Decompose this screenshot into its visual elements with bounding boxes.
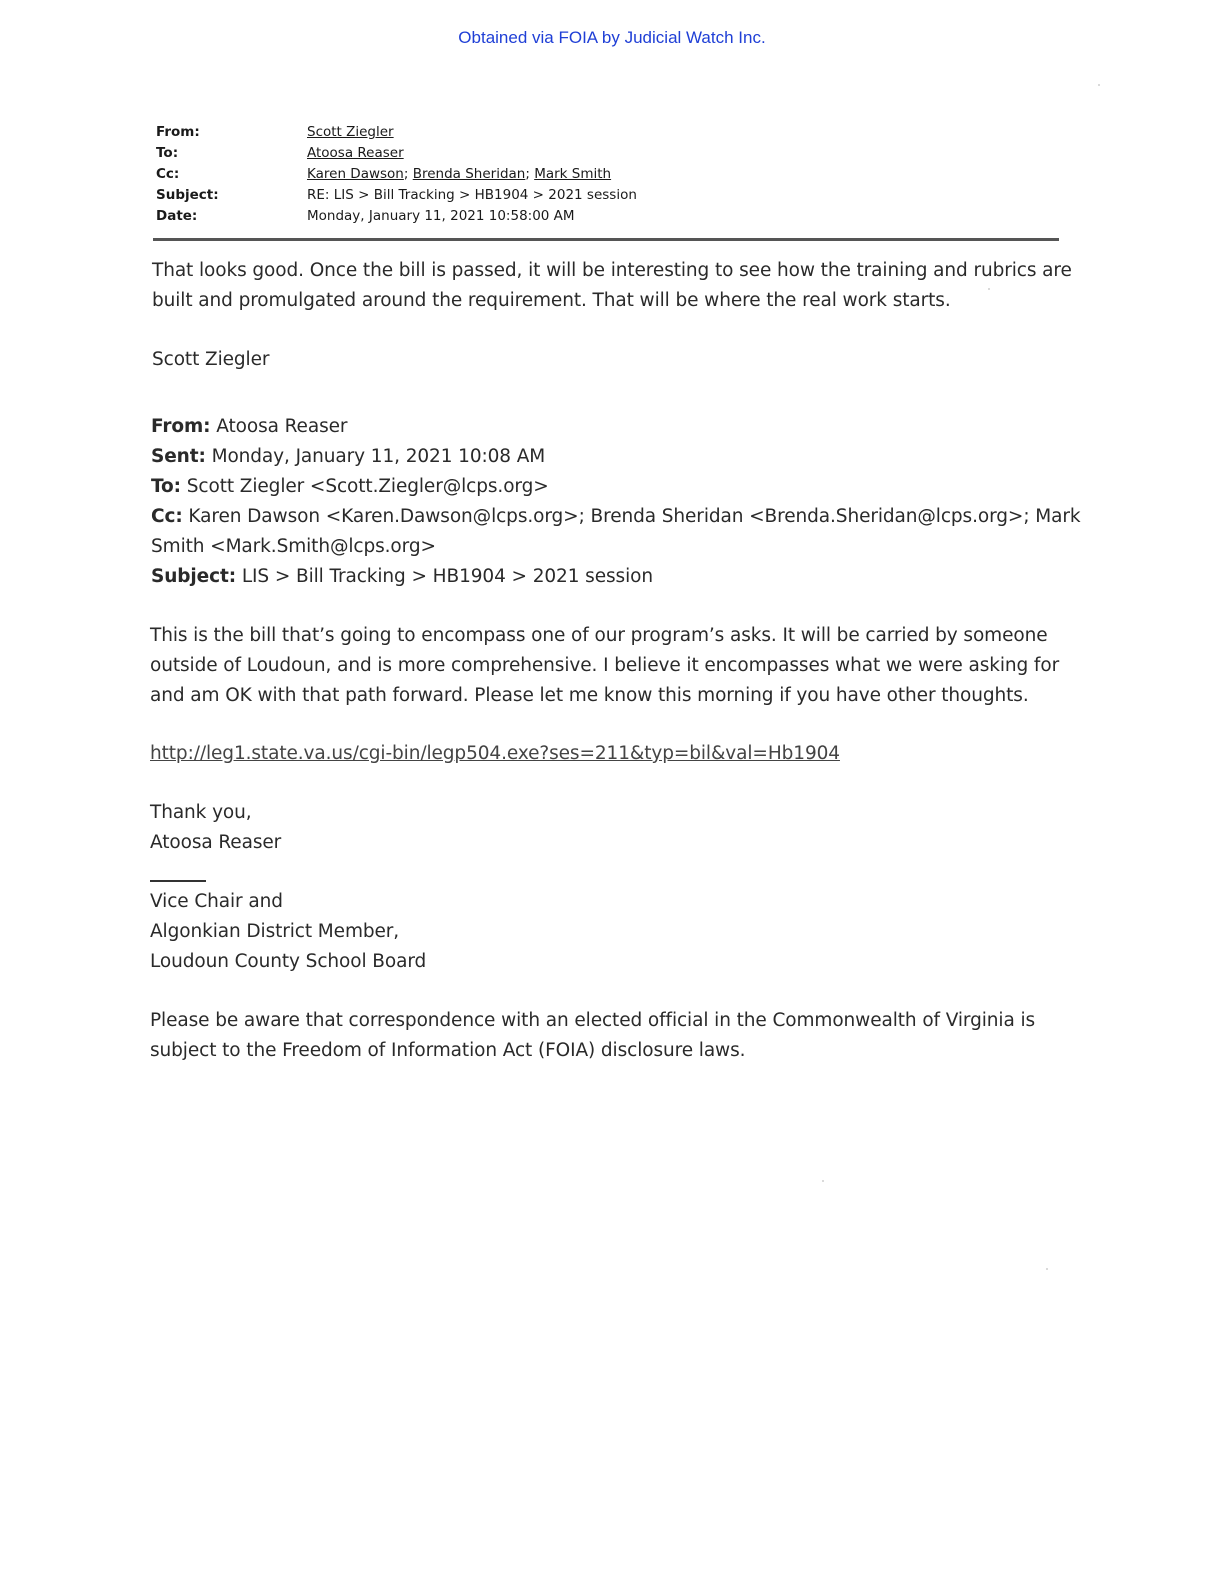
- original-body-line-1: This is the bill that’s going to encompass one of our program’s asks. It will be carried by someone: [150, 625, 1048, 646]
- scan-speck: [822, 1180, 824, 1182]
- reply-line-2: built and promulgated around the requirement. That will be where the real work starts.: [152, 290, 951, 311]
- foia-notice-line-2: subject to the Freedom of Information Act (FOIA) disclosure laws.: [150, 1040, 746, 1061]
- header-subject-row: [156, 185, 637, 206]
- header-date-value: Monday, January 11, 2021 10:58:00 AM: [307, 208, 575, 224]
- sender-title-line-2: Algonkian District Member,: [150, 921, 400, 942]
- header-cc-recipient-2[interactable]: Brenda Sheridan: [412, 166, 526, 182]
- signature-divider: [150, 880, 206, 882]
- header-cc-label: Cc:: [156, 166, 180, 182]
- original-to-label: To:: [151, 476, 181, 497]
- sender-title-block: [150, 887, 1070, 977]
- original-to-line: [151, 472, 1071, 502]
- header-date-label: Date:: [156, 208, 198, 224]
- original-cc-label: Cc:: [151, 506, 183, 527]
- header-from-row: [156, 122, 637, 143]
- closing-block: [150, 798, 1070, 858]
- header-from-value[interactable]: Scott Ziegler: [307, 124, 394, 140]
- original-subject-line: [151, 562, 1071, 592]
- foia-banner: Obtained via FOIA by Judicial Watch Inc.: [458, 28, 766, 47]
- original-to-value: Scott Ziegler <Scott.Ziegler@lcps.org>: [180, 476, 549, 497]
- header-cc-recipient-1[interactable]: Karen Dawson: [307, 166, 404, 182]
- email-header: [156, 122, 637, 227]
- reply-line-1: That looks good. Once the bill is passed, it will be interesting to see how the training and rubrics are: [152, 260, 1072, 281]
- original-sent-label: Sent:: [151, 446, 206, 467]
- sender-title-line-3: Loudoun County School Board: [150, 951, 427, 972]
- scan-speck: [1098, 84, 1100, 86]
- header-subject-value: RE: LIS > Bill Tracking > HB1904 > 2021 session: [307, 187, 637, 203]
- header-cc-row: [156, 164, 637, 185]
- header-from-label: From:: [156, 124, 200, 140]
- original-from-label: From:: [151, 416, 211, 437]
- header-to-row: [156, 143, 637, 164]
- original-body-line-2: outside of Loudoun, and is more comprehensive. I believe it encompasses what we were asking for: [150, 655, 1060, 676]
- reply-signature-name: Scott Ziegler: [152, 349, 270, 370]
- reply-body: [152, 256, 1072, 316]
- header-to-value[interactable]: Atoosa Reaser: [307, 145, 404, 161]
- bill-link[interactable]: http://leg1.state.va.us/cgi-bin/legp504.exe?ses=211&typ=bil&val=Hb1904: [150, 743, 840, 764]
- original-subject-label: Subject:: [151, 566, 237, 587]
- foia-notice: [150, 1006, 1070, 1066]
- original-cc-line-2: Smith <Mark.Smith@lcps.org>: [151, 536, 436, 557]
- original-cc-line: [151, 502, 1081, 532]
- header-to-label: To:: [156, 145, 179, 161]
- original-subject-value: LIS > Bill Tracking > HB1904 > 2021 session: [236, 566, 653, 587]
- original-body-line-3: and am OK with that path forward. Please let me know this morning if you have other thoughts.: [150, 685, 1029, 706]
- header-date-row: [156, 206, 637, 227]
- original-sent-value: Monday, January 11, 2021 10:08 AM: [205, 446, 546, 467]
- closing-text: Thank you,: [150, 802, 252, 823]
- header-cc-recipient-3[interactable]: Mark Smith: [534, 166, 612, 182]
- foia-notice-line-1: Please be aware that correspondence with an elected official in the Commonwealth of Virginia is: [150, 1010, 1036, 1031]
- header-cc-value: Karen Dawson; Brenda Sheridan; Mark Smith: [307, 166, 612, 182]
- original-cc-value-1: Karen Dawson <Karen.Dawson@lcps.org>; Brenda Sheridan <Brenda.Sheridan@lcps.org>; Mark: [182, 506, 1081, 527]
- bill-link-block: [150, 739, 1070, 769]
- original-from-value: Atoosa Reaser: [210, 416, 348, 437]
- scan-speck: [1046, 1268, 1048, 1270]
- original-body: [150, 621, 1070, 711]
- scan-speck: [988, 288, 990, 290]
- original-sent-line: [151, 442, 1071, 472]
- sender-title-line-1: Vice Chair and: [150, 891, 283, 912]
- original-from-line: [151, 412, 1071, 442]
- reply-signature: [152, 345, 1072, 375]
- header-divider: [153, 238, 1059, 241]
- closing-name: Atoosa Reaser: [150, 832, 282, 853]
- original-message-header: [151, 412, 1081, 592]
- header-subject-label: Subject:: [156, 187, 219, 203]
